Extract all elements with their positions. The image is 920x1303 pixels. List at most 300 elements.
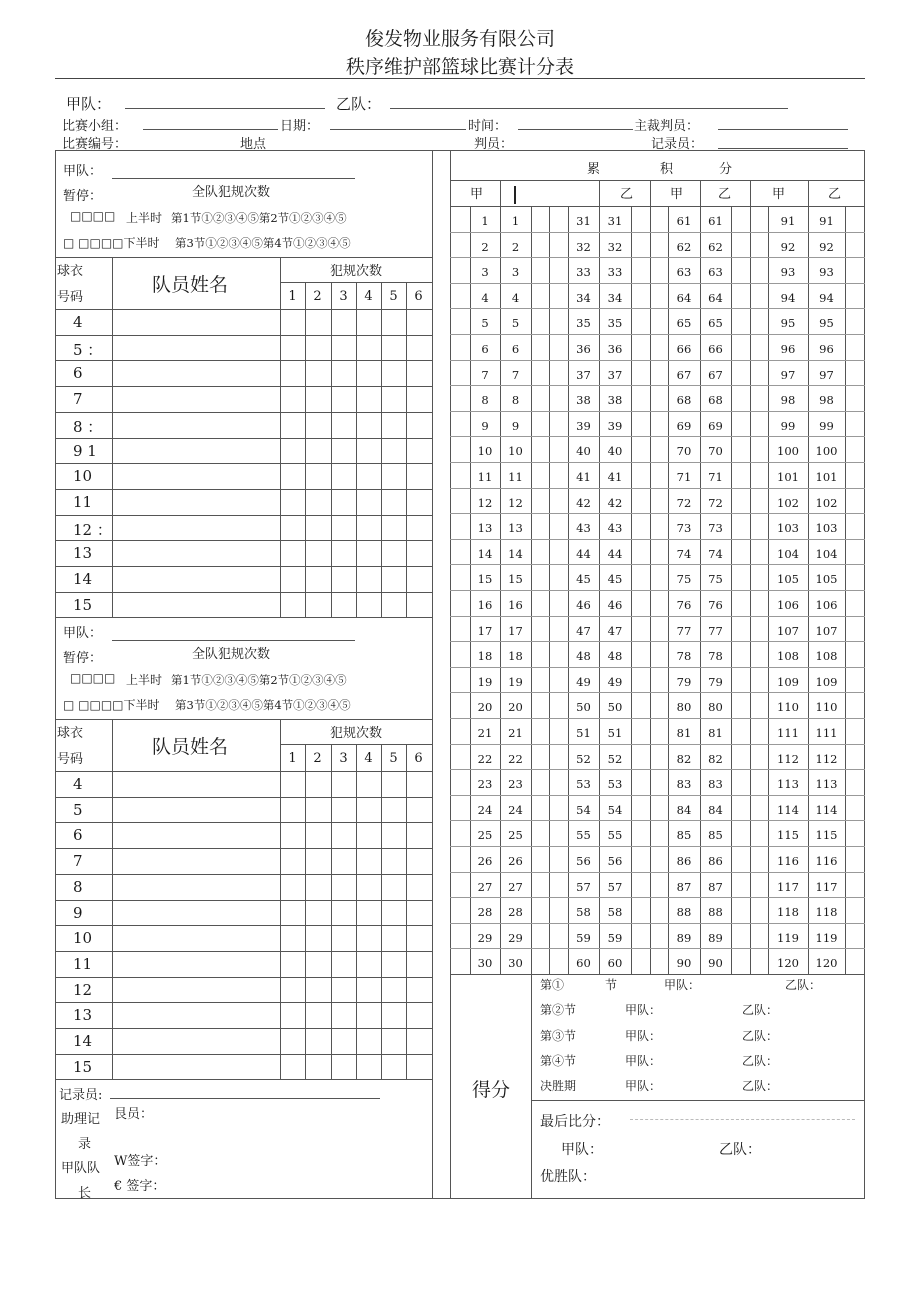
score-cell-a[interactable]: 74 <box>676 546 692 561</box>
score-cell-a[interactable]: 56 <box>576 854 591 868</box>
score-cell-b[interactable]: 67 <box>708 367 723 382</box>
score-cell-a[interactable]: 76 <box>676 598 692 612</box>
score-cell-a[interactable]: 51 <box>576 726 591 740</box>
score-cell-a[interactable]: 26 <box>477 854 493 868</box>
score-cell-b[interactable]: 19 <box>508 674 523 689</box>
score-cell-b[interactable]: 102 <box>815 495 838 510</box>
score-cell-b[interactable]: 69 <box>708 418 723 433</box>
score-cell-b[interactable]: 84 <box>708 802 723 817</box>
foul-col-number: 4 <box>364 751 373 766</box>
team-a-field[interactable] <box>125 108 325 109</box>
score-cell-a[interactable]: 27 <box>477 879 493 894</box>
jersey-number: 6 <box>73 364 83 383</box>
score-cell-a[interactable]: 100 <box>777 444 799 459</box>
score-cell-a[interactable]: 93 <box>780 265 796 280</box>
score-cell-b[interactable]: 68 <box>708 393 723 408</box>
score-cell-b[interactable]: 44 <box>607 546 623 561</box>
score-cell-a[interactable]: 11 <box>477 470 493 484</box>
score-cell-a[interactable]: 106 <box>777 598 799 612</box>
score-cell-a[interactable]: 105 <box>777 572 799 587</box>
score-cell-b[interactable]: 101 <box>815 470 838 484</box>
score-cell-b[interactable]: 9 <box>511 418 520 433</box>
score-cell-b[interactable]: 83 <box>708 777 723 792</box>
foul-col-number: 6 <box>414 751 423 766</box>
period-label: 第④节 <box>540 1054 577 1068</box>
score-cell-a[interactable]: 80 <box>676 700 692 715</box>
score-cell-a[interactable]: 37 <box>576 367 591 382</box>
score-cell-a[interactable]: 67 <box>676 367 692 382</box>
score-cell-b[interactable]: 108 <box>815 649 838 664</box>
timeout-label: 暂停： <box>63 189 103 204</box>
score-cell-b[interactable]: 74 <box>708 546 723 561</box>
divider-left <box>432 150 433 1199</box>
score-cell-a[interactable]: 92 <box>780 239 796 254</box>
score-cell-b[interactable]: 55 <box>607 828 623 843</box>
player-name-header: 队员姓名 <box>152 274 229 296</box>
score-cell-a[interactable]: 85 <box>676 828 692 843</box>
score-cell-b[interactable]: 29 <box>508 930 523 945</box>
score-cell-b[interactable]: 86 <box>708 854 723 868</box>
score-cell-b[interactable]: 42 <box>607 495 623 510</box>
score-cell-b[interactable]: 91 <box>819 214 834 228</box>
score-cell-b[interactable]: 64 <box>708 290 723 305</box>
score-cell-a[interactable]: 55 <box>576 828 591 843</box>
score-cell-a[interactable]: 41 <box>576 470 591 484</box>
score-cell-b[interactable]: 26 <box>508 854 523 868</box>
score-cell-b[interactable]: 59 <box>607 930 623 945</box>
player-row <box>55 1002 432 1028</box>
score-cell-b[interactable]: 47 <box>607 623 623 638</box>
score-cell-a[interactable]: 62 <box>676 239 692 254</box>
score-cell-b[interactable]: 45 <box>607 572 623 587</box>
score-cell-b[interactable]: 2 <box>511 239 520 254</box>
score-cell-b[interactable]: 32 <box>607 239 623 254</box>
score-cell-a[interactable]: 115 <box>777 828 799 843</box>
score-cell-a[interactable]: 60 <box>576 956 591 971</box>
score-cell-b[interactable]: 118 <box>815 905 838 920</box>
score-cell-a[interactable]: 23 <box>477 777 493 792</box>
final-score-field[interactable] <box>630 1119 855 1120</box>
score-cell-a[interactable]: 78 <box>676 649 692 664</box>
score-cell-b[interactable]: 76 <box>708 598 723 612</box>
score-cell-a[interactable]: 18 <box>477 649 493 664</box>
score-cell-b[interactable]: 39 <box>607 418 623 433</box>
score-cell-b[interactable]: 82 <box>708 751 723 766</box>
score-cell-a[interactable]: 102 <box>777 495 799 510</box>
timeout-label: 暂停： <box>63 651 103 666</box>
score-cell-a[interactable]: 97 <box>780 367 796 382</box>
score-cell-b[interactable]: 30 <box>508 956 523 971</box>
score-cell-b[interactable]: 78 <box>708 649 723 664</box>
foul-col-number: 4 <box>364 289 373 304</box>
score-cell-a[interactable]: 72 <box>676 495 692 510</box>
score-cell-b[interactable]: 21 <box>508 726 523 740</box>
team-name-field[interactable] <box>112 178 355 179</box>
score-cell-a[interactable]: 84 <box>676 802 692 817</box>
score-cell-a[interactable]: 81 <box>676 726 692 740</box>
team-fouls-label: 全队犯规次数 <box>192 647 271 662</box>
score-cell-b[interactable]: 77 <box>708 623 723 638</box>
second-half-timeouts[interactable]: □ □□□□下半时 <box>63 698 160 712</box>
score-cell-b[interactable]: 31 <box>607 214 623 228</box>
score-cell-b[interactable]: 53 <box>607 777 623 792</box>
score-cell-a[interactable]: 79 <box>676 674 692 689</box>
score-cell-b[interactable]: 16 <box>508 598 523 612</box>
second-half-fouls[interactable]: 第3节①②③④⑤第4节①②③④⑤ <box>175 236 351 250</box>
score-cell-b[interactable]: 57 <box>607 879 623 894</box>
foul-col-number: 2 <box>313 289 322 304</box>
score-cell-a[interactable]: 112 <box>777 751 799 766</box>
score-cell-a[interactable]: 110 <box>777 700 799 715</box>
period-team-a-score[interactable]: 甲队： <box>625 1003 662 1017</box>
first-half-fouls[interactable]: 第1节①②③④⑤第2节①②③④⑤ <box>171 211 347 225</box>
score-cell-a[interactable]: 59 <box>576 930 591 945</box>
running-col-header: 甲 <box>772 187 786 202</box>
score-cell-b[interactable]: 62 <box>708 239 723 254</box>
score-cell-b[interactable]: 61 <box>708 214 723 228</box>
foul-col-number: 3 <box>339 751 348 766</box>
score-cell-a[interactable]: 2 <box>481 239 489 254</box>
score-cell-b[interactable]: 109 <box>815 674 838 689</box>
score-cell-b[interactable]: 106 <box>815 598 838 612</box>
score-cell-b[interactable]: 81 <box>708 726 723 740</box>
score-cell-b[interactable]: 11 <box>508 470 523 484</box>
score-cell-a[interactable]: 44 <box>576 546 591 561</box>
score-cell-a[interactable]: 28 <box>477 905 493 920</box>
score-cell-a[interactable]: 3 <box>481 265 489 280</box>
score-cell-a[interactable]: 9 <box>481 418 489 433</box>
score-cell-a[interactable]: 68 <box>676 393 692 408</box>
score-cell-a[interactable]: 7 <box>481 367 489 382</box>
score-cell-b[interactable]: 113 <box>815 777 838 792</box>
score-cell-a[interactable]: 75 <box>676 572 692 587</box>
date-label: 日期： <box>280 119 320 134</box>
score-cell-b[interactable]: 63 <box>708 265 723 280</box>
score-cell-a[interactable]: 19 <box>477 674 493 689</box>
score-cell-a[interactable]: 10 <box>477 444 493 459</box>
score-cell-b[interactable]: 112 <box>815 751 838 766</box>
score-cell-b[interactable]: 51 <box>607 726 623 740</box>
score-cell-a[interactable]: 53 <box>576 777 591 792</box>
score-cell-b[interactable]: 36 <box>607 342 623 356</box>
player-row <box>55 540 432 566</box>
score-cell-b[interactable]: 105 <box>815 572 838 587</box>
score-cell-a[interactable]: 87 <box>676 879 692 894</box>
assistant-label-2: 艮员： <box>114 1107 154 1122</box>
jersey-number: 4 <box>73 313 83 331</box>
score-cell-a[interactable]: 94 <box>780 290 796 305</box>
score-cell-b[interactable]: 115 <box>815 828 838 843</box>
score-cell-b[interactable]: 87 <box>708 879 723 894</box>
score-cell-b[interactable]: 13 <box>508 521 523 536</box>
score-cell-a[interactable]: 39 <box>576 418 591 433</box>
score-cell-a[interactable]: 42 <box>576 495 591 510</box>
score-cell-a[interactable]: 24 <box>477 802 493 817</box>
score-cell-b[interactable]: 92 <box>819 239 834 254</box>
period-team-b-score[interactable]: 乙队： <box>742 1003 779 1017</box>
jersey-number: 5 ： <box>73 340 103 359</box>
period-team-b-score[interactable]: 乙队： <box>742 1079 779 1093</box>
score-cell-b[interactable]: 41 <box>607 470 623 484</box>
score-cell-a[interactable]: 61 <box>676 214 692 228</box>
score-cell-a[interactable]: 114 <box>777 802 799 817</box>
score-cell-a[interactable]: 54 <box>576 802 591 817</box>
jersey-number: 12 <box>73 980 93 999</box>
score-cell-a[interactable]: 90 <box>676 956 692 971</box>
score-cell-b[interactable]: 4 <box>511 290 520 305</box>
period-team-b-score[interactable]: 乙队： <box>742 1029 779 1043</box>
score-cell-a[interactable]: 48 <box>576 649 591 664</box>
score-cell-a[interactable]: 47 <box>576 623 591 638</box>
first-half-fouls[interactable]: 第1节①②③④⑤第2节①②③④⑤ <box>171 673 347 687</box>
fouls-header: 犯规次数 <box>330 264 383 279</box>
recorder-field[interactable] <box>718 148 848 149</box>
score-cell-b[interactable]: 80 <box>708 700 723 715</box>
player-row <box>55 1054 432 1080</box>
score-cell-a[interactable]: 83 <box>676 777 692 792</box>
score-cell-a[interactable]: 95 <box>780 316 796 331</box>
score-cell-a[interactable]: 57 <box>576 879 591 894</box>
score-cell-a[interactable]: 21 <box>477 726 493 740</box>
score-cell-b[interactable]: 12 <box>508 495 523 510</box>
score-cell-b[interactable]: 52 <box>607 751 623 766</box>
score-cell-b[interactable]: 8 <box>511 393 520 408</box>
score-cell-a[interactable]: 58 <box>576 905 591 920</box>
score-cell-b[interactable]: 35 <box>607 316 623 331</box>
score-cell-a[interactable]: 89 <box>676 930 692 945</box>
team-b-field[interactable] <box>390 108 788 109</box>
period-team-a-score[interactable]: 甲队： <box>664 978 701 992</box>
score-cell-a[interactable]: 25 <box>477 828 493 843</box>
score-cell-b[interactable]: 114 <box>815 802 838 817</box>
score-cell-a[interactable]: 13 <box>477 521 493 536</box>
score-cell-b[interactable]: 116 <box>815 854 838 868</box>
score-cell-a[interactable]: 70 <box>676 444 692 459</box>
score-cell-a[interactable]: 111 <box>777 726 799 740</box>
score-cell-b[interactable]: 120 <box>815 956 838 971</box>
score-cell-a[interactable]: 101 <box>777 470 799 484</box>
period-team-a-score[interactable]: 甲队： <box>625 1054 662 1068</box>
score-cell-b[interactable]: 48 <box>607 649 623 664</box>
score-cell-b[interactable]: 110 <box>815 700 838 715</box>
score-cell-a[interactable]: 66 <box>676 342 692 356</box>
score-cell-b[interactable]: 79 <box>708 674 723 689</box>
score-cell-a[interactable]: 1 <box>481 214 489 228</box>
score-cell-b[interactable]: 60 <box>607 956 623 971</box>
score-cell-a[interactable]: 116 <box>777 854 799 868</box>
score-cell-b[interactable]: 97 <box>819 367 834 382</box>
score-cell-b[interactable]: 104 <box>815 546 838 561</box>
score-cell-b[interactable]: 72 <box>708 495 723 510</box>
score-cell-a[interactable]: 108 <box>777 649 799 664</box>
score-cell-a[interactable]: 12 <box>477 495 493 510</box>
score-cell-b[interactable]: 103 <box>815 521 838 536</box>
score-cell-b[interactable]: 15 <box>508 572 523 587</box>
score-cell-b[interactable]: 75 <box>708 572 723 587</box>
header-mark <box>514 186 516 204</box>
score-cell-b[interactable]: 18 <box>508 649 523 664</box>
score-cell-a[interactable]: 31 <box>576 214 591 228</box>
second-half-fouls[interactable]: 第3节①②③④⑤第4节①②③④⑤ <box>175 698 351 712</box>
score-cell-b[interactable]: 24 <box>508 802 523 817</box>
score-cell-b[interactable]: 54 <box>607 802 623 817</box>
score-cell-a[interactable]: 65 <box>676 316 692 331</box>
period-team-a-score[interactable]: 甲队： <box>625 1079 662 1093</box>
score-cell-a[interactable]: 17 <box>477 623 493 638</box>
score-cell-b[interactable]: 99 <box>819 418 834 433</box>
score-cell-a[interactable]: 99 <box>780 418 796 433</box>
score-cell-a[interactable]: 36 <box>576 342 591 356</box>
score-cell-b[interactable]: 94 <box>819 290 834 305</box>
score-cell-a[interactable]: 109 <box>777 674 799 689</box>
score-cell-a[interactable]: 113 <box>777 777 799 792</box>
score-cell-a[interactable]: 71 <box>676 470 692 484</box>
score-cell-a[interactable]: 52 <box>576 751 591 766</box>
score-cell-b[interactable]: 43 <box>607 521 623 536</box>
chief-ref-field[interactable] <box>718 129 848 130</box>
score-cell-b[interactable]: 33 <box>607 265 623 280</box>
score-cell-a[interactable]: 45 <box>576 572 591 587</box>
date-field[interactable] <box>330 129 466 130</box>
score-cell-a[interactable]: 16 <box>477 598 493 612</box>
score-cell-b[interactable]: 85 <box>708 828 723 843</box>
score-cell-a[interactable]: 4 <box>481 290 489 305</box>
score-cell-a[interactable]: 5 <box>481 316 489 331</box>
score-cell-a[interactable]: 35 <box>576 316 591 331</box>
score-cell-a[interactable]: 98 <box>780 393 796 408</box>
score-cell-a[interactable]: 63 <box>676 265 692 280</box>
score-cell-b[interactable]: 20 <box>508 700 523 715</box>
team-name-field[interactable] <box>112 640 355 641</box>
score-cell-a[interactable]: 49 <box>576 674 591 689</box>
score-cell-b[interactable]: 10 <box>508 444 523 459</box>
score-cell-b[interactable]: 73 <box>708 521 723 536</box>
second-half-timeouts[interactable]: □ □□□□下半时 <box>63 236 160 250</box>
score-cell-a[interactable]: 88 <box>676 905 692 920</box>
score-cell-a[interactable]: 64 <box>676 290 692 305</box>
group-field[interactable] <box>143 129 278 130</box>
score-cell-b[interactable]: 107 <box>815 623 838 638</box>
score-cell-b[interactable]: 40 <box>607 444 623 459</box>
score-cell-b[interactable]: 111 <box>815 726 838 740</box>
score-cell-b[interactable]: 3 <box>511 265 520 280</box>
score-cell-a[interactable]: 43 <box>576 521 591 536</box>
score-cell-b[interactable]: 1 <box>511 214 520 228</box>
time-field[interactable] <box>518 129 633 130</box>
running-score-title-3: 分 <box>719 162 733 177</box>
score-cell-b[interactable]: 119 <box>815 930 838 945</box>
score-cell-b[interactable]: 37 <box>607 367 623 382</box>
score-cell-b[interactable]: 23 <box>508 777 523 792</box>
score-cell-a[interactable]: 107 <box>777 623 799 638</box>
score-cell-a[interactable]: 69 <box>676 418 692 433</box>
score-cell-b[interactable]: 65 <box>708 316 723 331</box>
score-cell-b[interactable]: 90 <box>708 956 723 971</box>
score-cell-a[interactable]: 32 <box>576 239 591 254</box>
score-cell-b[interactable]: 14 <box>508 546 523 561</box>
footer-recorder-field[interactable] <box>110 1098 380 1099</box>
score-cell-b[interactable]: 66 <box>708 342 723 356</box>
score-cell-a[interactable]: 6 <box>481 342 489 356</box>
score-cell-b[interactable]: 17 <box>508 623 523 638</box>
score-cell-b[interactable]: 34 <box>607 290 623 305</box>
score-cell-b[interactable]: 6 <box>511 342 520 356</box>
score-cell-a[interactable]: 8 <box>481 393 489 408</box>
score-cell-a[interactable]: 22 <box>477 751 493 766</box>
score-cell-a[interactable]: 77 <box>676 623 692 638</box>
score-cell-b[interactable]: 117 <box>815 879 838 894</box>
score-cell-a[interactable]: 73 <box>676 521 692 536</box>
score-cell-a[interactable]: 82 <box>676 751 692 766</box>
score-cell-b[interactable]: 71 <box>708 470 723 484</box>
score-cell-b[interactable]: 95 <box>819 316 834 331</box>
score-cell-a[interactable]: 38 <box>576 393 591 408</box>
score-cell-a[interactable]: 119 <box>777 930 799 945</box>
score-cell-b[interactable]: 93 <box>819 265 834 280</box>
player-row <box>55 412 432 438</box>
score-cell-a[interactable]: 34 <box>576 290 591 305</box>
score-cell-b[interactable]: 7 <box>511 367 520 382</box>
time-label: 时间： <box>468 119 508 134</box>
score-cell-a[interactable]: 86 <box>676 854 692 868</box>
score-cell-a[interactable]: 118 <box>777 905 799 920</box>
score-cell-a[interactable]: 120 <box>777 956 799 971</box>
score-cell-a[interactable]: 103 <box>777 521 799 536</box>
score-cell-b[interactable]: 96 <box>819 342 834 356</box>
player-row <box>55 822 432 848</box>
first-half-timeouts[interactable]: □□□□ <box>70 209 116 223</box>
score-cell-b[interactable]: 5 <box>511 316 520 331</box>
score-cell-a[interactable]: 96 <box>780 342 796 356</box>
score-cell-a[interactable]: 14 <box>477 546 493 561</box>
score-cell-a[interactable]: 15 <box>477 572 493 587</box>
assistant-label-3: 录 <box>78 1137 92 1152</box>
score-cell-a[interactable]: 29 <box>477 930 493 945</box>
score-cell-b[interactable]: 49 <box>607 674 623 689</box>
score-cell-b[interactable]: 89 <box>708 930 723 945</box>
score-cell-b[interactable]: 50 <box>607 700 623 715</box>
score-cell-a[interactable]: 117 <box>777 879 799 894</box>
score-cell-b[interactable]: 27 <box>508 879 523 894</box>
score-cell-a[interactable]: 50 <box>576 700 591 715</box>
score-cell-a[interactable]: 46 <box>576 598 591 612</box>
score-cell-b[interactable]: 70 <box>708 444 723 459</box>
score-cell-a[interactable]: 20 <box>477 700 493 715</box>
score-cell-b[interactable]: 22 <box>508 751 523 766</box>
score-cell-a[interactable]: 30 <box>477 956 493 971</box>
score-cell-b[interactable]: 28 <box>508 905 523 920</box>
score-cell-b[interactable]: 98 <box>819 393 834 408</box>
score-cell-b[interactable]: 46 <box>607 598 623 612</box>
score-cell-b[interactable]: 58 <box>607 905 623 920</box>
score-cell-a[interactable]: 91 <box>780 214 796 228</box>
score-cell-b[interactable]: 56 <box>607 854 623 868</box>
first-half-timeouts[interactable]: □□□□ <box>70 671 116 685</box>
foul-col-number: 5 <box>389 289 398 304</box>
assistant-label-1: 助理记 <box>61 1112 101 1127</box>
score-cell-b[interactable]: 88 <box>708 905 723 920</box>
score-cell-b[interactable]: 25 <box>508 828 523 843</box>
period-team-b-score[interactable]: 乙队： <box>785 978 822 992</box>
score-cell-b[interactable]: 100 <box>815 444 838 459</box>
score-cell-b[interactable]: 38 <box>607 393 623 408</box>
jersey-number: 7 <box>73 390 83 409</box>
score-cell-a[interactable]: 40 <box>576 444 591 459</box>
score-cell-a[interactable]: 33 <box>576 265 591 280</box>
score-cell-a[interactable]: 104 <box>777 546 799 561</box>
period-team-b-score[interactable]: 乙队： <box>742 1054 779 1068</box>
period-team-a-score[interactable]: 甲队： <box>625 1029 662 1043</box>
